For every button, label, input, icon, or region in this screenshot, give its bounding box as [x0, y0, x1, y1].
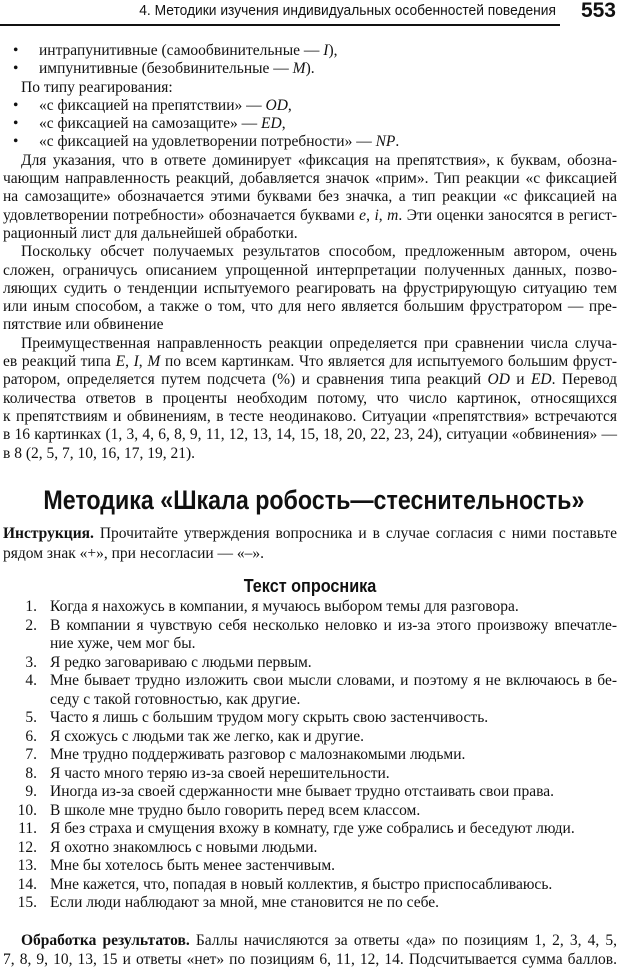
item-number: 4.: [25, 672, 37, 689]
text-run: и: [509, 371, 531, 389]
header-rule: [0, 24, 560, 26]
list-item: [0, 783, 617, 802]
list-item: [0, 654, 617, 673]
list-item: [0, 820, 617, 839]
item-number: 7.: [25, 746, 37, 763]
text-run: в 8 (2, 5, 7, 10, 16, 17, 19, 21).: [3, 444, 196, 462]
text-run: ,: [287, 96, 292, 114]
list-item: [0, 617, 617, 654]
item-number: 9.: [25, 783, 37, 800]
italic-symbol: OD: [487, 371, 510, 389]
text-run: удовлетворении потребности» обозначается буквами: [3, 206, 360, 224]
item-text: Если люди наблюдают за мной, мне становится не по себе.: [50, 894, 440, 911]
text-run: . Перевод: [551, 371, 618, 389]
text-run: ).: [305, 60, 315, 78]
text-run: ратором, определяется путем подсчета (%) и сравнения типа реакций: [3, 371, 488, 389]
text-run: сложен, ограничусь описанием упрощенной интерпретации полученных данных, позво-: [3, 261, 617, 279]
text-run: «с фиксацией на самозащите» —: [39, 115, 262, 133]
bullet-item: [3, 60, 617, 78]
text-run: пятствие или обвинение: [3, 316, 164, 334]
text-line: [3, 544, 617, 564]
item-number: 3.: [25, 653, 37, 671]
text-run: ,: [366, 206, 375, 224]
text-line: [3, 225, 617, 243]
italic-symbol: ED: [261, 115, 282, 133]
questionnaire-title: Текст опросника: [243, 576, 377, 596]
text-run: 7, 8, 9, 10, 13, 15 и ответы «нет» по позициям 6, 11, 12, 14. Подсчитывается сумма баллов.: [3, 950, 617, 968]
text-line: [3, 280, 617, 298]
text-line: [3, 207, 617, 225]
list-item: [0, 709, 617, 728]
text-line: [3, 524, 617, 544]
text-run: . Эти оценки заносятся в регист-: [398, 206, 617, 224]
text-line: [3, 243, 617, 261]
text-run: ),: [328, 42, 338, 59]
item-text: Мне трудно поддерживать разговор с малознакомыми людьми.: [50, 746, 466, 763]
text-run: количества ответов в проценты необходим потому, что число картинок, относящихся: [3, 389, 617, 407]
text-line: [3, 390, 617, 408]
item-text: В школе мне трудно было говорить перед всем классом.: [50, 801, 421, 819]
list-item: [0, 876, 617, 895]
text-run: рядом знак «+», при несогласии — «–».: [3, 545, 265, 562]
text-run: интрапунитивные (самообвинительные —: [39, 42, 324, 59]
text-line: [3, 426, 617, 444]
text-run: ,: [378, 206, 388, 224]
item-text: В компании я чувствую себя несколько неловко и из-за этого произвожу впечатле-: [50, 616, 617, 634]
text-run: Для указания, что в ответе доминирует «фиксация на препятствия», к буквам, обозна-: [21, 151, 617, 169]
list-item: [0, 839, 617, 858]
item-text: Я без страха и смущения вхожу в комнату, где уже собрались и беседуют люди.: [50, 820, 575, 837]
list-item: [0, 894, 617, 913]
item-number: 15.: [17, 894, 37, 911]
text-run: ,: [281, 115, 286, 133]
section-title: 4. Методики изучения индивидуальных особенностей поведения: [139, 2, 556, 19]
list-item: [0, 672, 617, 709]
italic-symbol: e: [359, 206, 367, 224]
item-text: Я часто много теряю из-за своей нерешительности.: [50, 764, 390, 782]
text-run: «с фиксацией на препятствии» —: [39, 96, 266, 114]
text-line: [3, 298, 617, 316]
item-text: Мне кажется, что, попадая в новый коллектив, я быстро приспосабливаюсь.: [50, 875, 553, 893]
item-number: 6.: [25, 727, 37, 745]
text-line: [3, 152, 617, 170]
text-line: [3, 335, 617, 353]
text-line: [3, 79, 617, 97]
italic-symbol: ED: [530, 371, 552, 389]
text-block-top: [3, 42, 617, 463]
item-text: Часто я лишь с большим трудом могу скрыть свою застенчивость.: [50, 709, 489, 726]
list-item: [0, 728, 617, 747]
bullet-item: [3, 133, 617, 151]
text-run: в 16 картинках (1, 3, 4, 6, 8, 9, 11, 12, 13, 14, 15, 18, 20, 22, 23, 24), ситуации «обвинения» —: [3, 426, 617, 444]
bold-lead: Обработка результатов.: [21, 932, 190, 949]
text-run: рационный лист для дальнейшей обработки.: [3, 224, 298, 242]
page-number: 553: [580, 0, 616, 22]
item-text: Мне бывает трудно изложить свои мысли словами, и поэтому я не включаюсь в бе-: [50, 672, 617, 689]
text-run: на самозащите» обозначается этими буквами без значка, а тип реакции «с фиксацией на: [3, 188, 617, 206]
italic-symbol: m: [387, 206, 399, 224]
text-run: ,: [138, 353, 148, 371]
list-item: [0, 802, 617, 821]
text-run: ,: [125, 353, 134, 371]
text-run: ляющих судить о тенденции испытуемого реагировать на фрустрирующую ситуацию тем: [3, 279, 617, 297]
bullet-item: [3, 97, 617, 115]
list-item: [0, 765, 617, 784]
method-title: Методика «Шкала робость—стеснительность»: [43, 485, 585, 515]
bullet-item: [3, 115, 617, 133]
item-text: ние хуже, чем мог бы.: [50, 635, 196, 652]
text-run: Прочитайте утверждения вопросника и в случае согласия с ними поставьте: [93, 525, 617, 542]
text-line: [3, 951, 617, 969]
text-run: или иным способом, а также о том, что для него является большим фрустратором — пре-: [3, 298, 617, 316]
instruction-paragraph: [3, 524, 617, 564]
text-run: к препятствиям и обвинениям, в тесте неодинаково. Ситуации «препятствия» встречаются: [3, 407, 617, 425]
item-number: 8.: [25, 764, 37, 782]
text-run: По типу реагирования:: [21, 78, 173, 96]
text-line: [3, 188, 617, 206]
italic-symbol: I: [323, 42, 329, 59]
running-header: [0, 0, 620, 26]
text-run: Преимущественная направленность реакции определяется при сравнении числа случа-: [21, 334, 617, 352]
item-text: седу с такой готовностью, как другие.: [50, 690, 301, 708]
item-text: Мне бы хотелось быть менее застенчивым.: [50, 857, 336, 874]
italic-symbol: M: [147, 353, 161, 371]
item-text: Я охотно знакомлюсь с новыми людьми.: [50, 838, 318, 856]
text-line: [3, 371, 617, 389]
item-number: 10.: [17, 801, 37, 819]
item-number: 5.: [25, 709, 37, 726]
bold-lead: Инструкция.: [3, 525, 94, 542]
list-item: [0, 746, 617, 765]
text-run: .: [395, 133, 400, 151]
item-text: Я редко заговариваю с людьми первым.: [50, 653, 312, 671]
item-number: 1.: [25, 598, 37, 615]
item-text: Когда я нахожусь в компании, я мучаюсь выбором темы для разговора.: [50, 598, 519, 615]
item-number: 11.: [18, 820, 37, 837]
italic-symbol: M: [292, 60, 306, 78]
item-number: 2.: [25, 616, 37, 634]
text-line: [3, 445, 617, 463]
questionnaire-list: [0, 598, 617, 913]
text-line: [3, 170, 617, 188]
text-run: «с фиксацией на удовлетворении потребности» —: [39, 133, 376, 151]
item-number: 12.: [17, 838, 37, 856]
text-line: [3, 316, 617, 334]
italic-symbol: i: [374, 206, 379, 224]
text-run: импунитивные (безобвинительные —: [39, 60, 293, 78]
italic-symbol: E: [115, 353, 126, 371]
item-text: Иногда из-за своей сдержанности мне бывает трудно отстаивать свои права.: [50, 783, 554, 800]
list-item: [0, 598, 617, 617]
text-line: [3, 262, 617, 280]
text-run: ев реакций типа: [3, 353, 116, 371]
item-number: 13.: [17, 857, 37, 874]
text-run: чающим направленность реакций, добавляется значок «прим». Тип реакции «с фиксацией: [3, 170, 617, 188]
italic-symbol: NP: [375, 133, 396, 151]
italic-symbol: OD: [265, 96, 288, 114]
item-number: 14.: [17, 875, 37, 893]
text-line: [3, 932, 617, 951]
text-run: по всем картинкам. Что является для испытуемого большим фруст-: [160, 353, 618, 371]
italic-symbol: I: [133, 353, 139, 371]
item-text: Я схожусь с людьми так же легко, как и другие.: [50, 727, 364, 745]
text-line: [3, 408, 617, 426]
processing-paragraph: [3, 932, 617, 969]
list-item: [0, 857, 617, 876]
text-run: Поскольку обсчет получаемых результатов способом, предложенным автором, очень: [21, 243, 617, 261]
bullet-item: [3, 42, 617, 60]
text-run: Баллы начисляются за ответы «да» по позициям 1, 2, 3, 4, 5,: [189, 932, 617, 949]
text-line: [3, 353, 617, 371]
